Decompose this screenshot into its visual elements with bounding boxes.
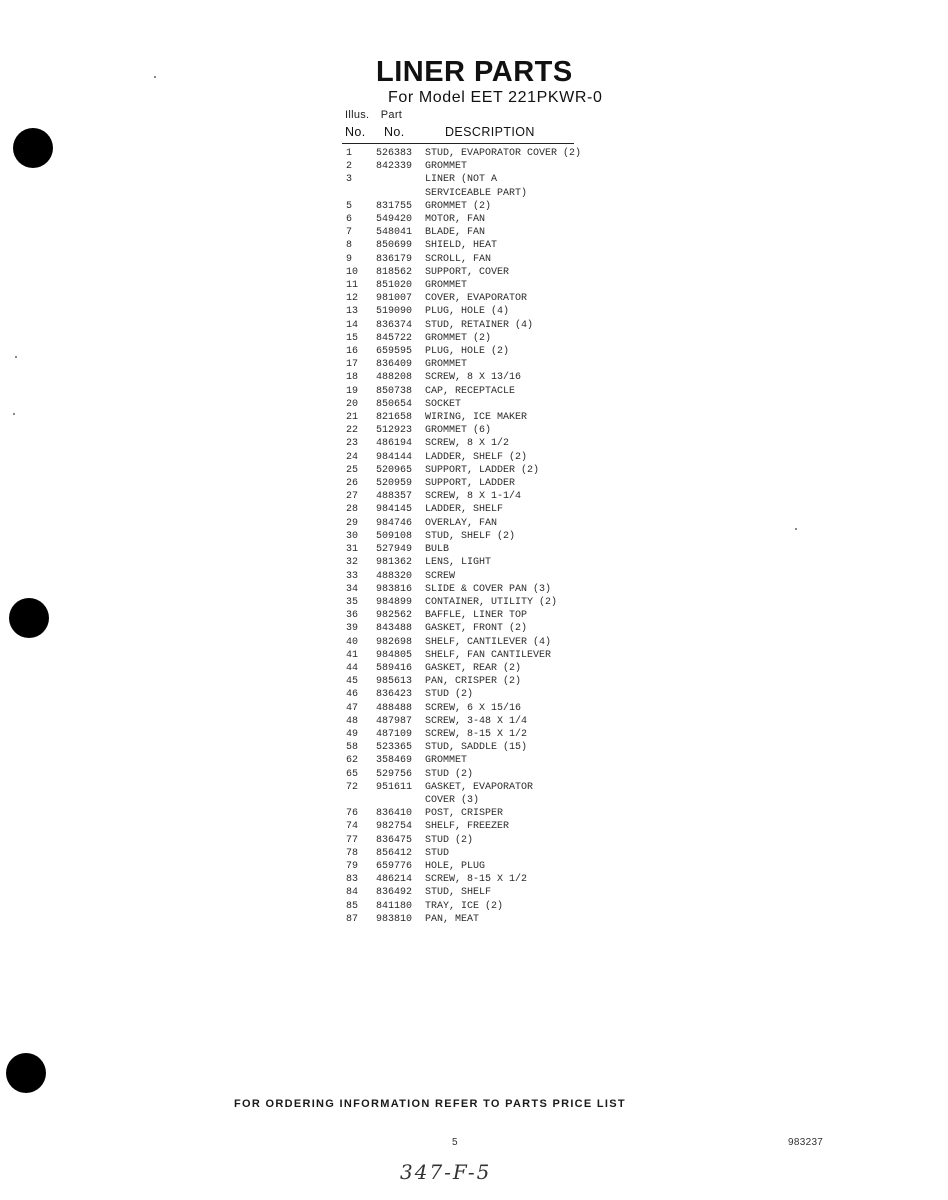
parts-row xyxy=(342,649,605,662)
column-header-top xyxy=(345,109,402,121)
illus-number: 49 xyxy=(346,728,359,740)
illus-number: 29 xyxy=(346,517,359,529)
parts-row xyxy=(342,371,605,384)
part-description: CAP, RECEPTACLE xyxy=(425,385,516,397)
part-number: 659776 xyxy=(376,860,413,872)
part-number: 836423 xyxy=(376,689,413,701)
parts-row xyxy=(342,622,605,635)
parts-row xyxy=(342,636,605,649)
illus-label: Illus. xyxy=(345,109,370,121)
illus-number: 15 xyxy=(346,332,359,344)
part-description: SCROLL, FAN xyxy=(425,253,492,265)
part-description: BULB xyxy=(425,544,450,556)
parts-row xyxy=(342,398,605,411)
illus-number: 48 xyxy=(346,715,359,727)
part-number: 984746 xyxy=(376,517,413,529)
part-number: 589416 xyxy=(376,662,413,674)
illus-number: 76 xyxy=(346,808,359,820)
illus-number: 1 xyxy=(346,148,353,159)
parts-list xyxy=(342,147,605,926)
part-number: 841180 xyxy=(376,900,413,912)
illus-number: 33 xyxy=(346,570,359,582)
parts-row xyxy=(342,305,605,318)
part-number: 488320 xyxy=(376,570,413,582)
part-description: GROMMET xyxy=(425,359,468,371)
parts-row xyxy=(342,702,605,715)
part-number: 488208 xyxy=(376,372,413,384)
part-description: GASKET, FRONT (2) xyxy=(425,623,528,635)
part-number xyxy=(376,173,425,186)
part-number: 984899 xyxy=(376,596,413,608)
part-description: GROMMET xyxy=(425,755,468,767)
illus-number: 22 xyxy=(346,425,359,437)
part-number: 358469 xyxy=(376,755,413,767)
parts-row xyxy=(342,860,605,873)
part-number: 520959 xyxy=(376,478,413,490)
parts-row xyxy=(342,662,605,675)
part-number: 981007 xyxy=(376,293,413,305)
part-description: SOCKET xyxy=(425,398,462,410)
part-number: 520965 xyxy=(376,464,413,476)
parts-row xyxy=(342,253,605,266)
part-description: STUD, SHELF xyxy=(425,887,492,899)
illus-number: 16 xyxy=(346,346,359,358)
parts-row xyxy=(342,768,605,781)
part-number: 851020 xyxy=(376,280,413,292)
illus-number: 40 xyxy=(346,636,359,648)
illus-number: 24 xyxy=(346,451,359,463)
part-description: PAN, CRISPER (2) xyxy=(425,676,522,688)
part-number: 488488 xyxy=(376,702,413,714)
part-description: STUD, SADDLE (15) xyxy=(425,742,528,754)
illus-number: 8 xyxy=(346,240,353,252)
parts-row xyxy=(342,834,605,847)
part-description: PAN, MEAT xyxy=(425,913,480,925)
illus-number: 46 xyxy=(346,689,359,701)
parts-row xyxy=(342,292,605,305)
part-number: 951611 xyxy=(376,781,413,793)
scan-speck xyxy=(154,76,156,78)
part-description: LINER (NOT A xyxy=(425,174,498,186)
illus-number: 6 xyxy=(346,214,353,226)
parts-row xyxy=(342,873,605,886)
parts-row xyxy=(342,490,605,503)
parts-row xyxy=(342,239,605,252)
illus-number: 79 xyxy=(346,860,359,872)
part-number: 983816 xyxy=(376,583,413,595)
part-description: POST, CRISPER xyxy=(425,808,504,820)
illus-number: 58 xyxy=(346,742,359,754)
illus-number: 11 xyxy=(346,280,359,292)
part-number: 850738 xyxy=(376,385,413,397)
illus-number: 84 xyxy=(346,887,359,899)
part-number: 983810 xyxy=(376,913,413,925)
parts-row xyxy=(342,556,605,569)
column-header-description: DESCRIPTION xyxy=(445,125,535,139)
part-description: GASKET, EVAPORATOR xyxy=(425,781,534,793)
part-description: STUD (2) xyxy=(425,689,474,701)
illus-number: 87 xyxy=(346,913,359,925)
illus-number: 34 xyxy=(346,583,359,595)
column-header-part-no: No. xyxy=(384,125,405,139)
part-number: 509108 xyxy=(376,530,413,542)
illus-number: 77 xyxy=(346,834,359,846)
part-description: MOTOR, FAN xyxy=(425,214,486,226)
part-description: GROMMET xyxy=(425,161,468,173)
illus-number: 32 xyxy=(346,557,359,569)
parts-row xyxy=(342,570,605,583)
parts-row xyxy=(342,886,605,899)
parts-row xyxy=(342,583,605,596)
part-number: 523365 xyxy=(376,742,413,754)
column-header-no: No. xyxy=(345,125,366,139)
parts-row xyxy=(342,385,605,398)
parts-row xyxy=(342,424,605,437)
part-number: 842339 xyxy=(376,161,413,173)
part-description: GASKET, REAR (2) xyxy=(425,662,522,674)
part-description: WIRING, ICE MAKER xyxy=(425,412,528,424)
parts-row xyxy=(342,358,605,371)
parts-row xyxy=(342,543,605,556)
part-number: 856412 xyxy=(376,847,413,859)
part-description: SHELF, FREEZER xyxy=(425,821,510,833)
part-number: 843488 xyxy=(376,623,413,635)
parts-row xyxy=(342,200,605,213)
illus-number: 78 xyxy=(346,847,359,859)
parts-row xyxy=(342,609,605,622)
part-description: SCREW, 8 X 13/16 xyxy=(425,372,522,384)
part-description: GROMMET (2) xyxy=(425,332,492,344)
illus-number: 74 xyxy=(346,821,359,833)
illus-number: 85 xyxy=(346,900,359,912)
parts-row xyxy=(342,503,605,516)
part-description: OVERLAY, FAN xyxy=(425,517,498,529)
illus-number: 41 xyxy=(346,649,359,661)
part-number: 836374 xyxy=(376,319,413,331)
illus-number: 44 xyxy=(346,662,359,674)
part-number: 487109 xyxy=(376,728,413,740)
illus-number: 65 xyxy=(346,768,359,780)
parts-row xyxy=(342,807,605,820)
part-number: 831755 xyxy=(376,200,413,212)
part-description: STUD (2) xyxy=(425,768,474,780)
illus-number: 2 xyxy=(346,161,353,173)
parts-row xyxy=(342,794,605,807)
parts-row xyxy=(342,345,605,358)
part-description: BLADE, FAN xyxy=(425,227,486,239)
part-number: 982562 xyxy=(376,610,413,622)
parts-row xyxy=(342,437,605,450)
parts-row xyxy=(342,411,605,424)
part-number: 529756 xyxy=(376,768,413,780)
part-description: STUD, EVAPORATOR COVER (2) xyxy=(425,148,582,159)
part-description: SERVICEABLE PART) xyxy=(425,187,528,199)
parts-row xyxy=(342,226,605,239)
part-description: CONTAINER, UTILITY (2) xyxy=(425,596,558,608)
parts-row xyxy=(342,279,605,292)
part-description: SHELF, FAN CANTILEVER xyxy=(425,649,552,661)
part-number: 486214 xyxy=(376,874,413,886)
parts-row xyxy=(342,319,605,332)
part-description: SUPPORT, LADDER xyxy=(425,478,516,490)
part-description: SCREW xyxy=(425,570,456,582)
part-number xyxy=(376,794,425,807)
part-description: PLUG, HOLE (2) xyxy=(425,346,510,358)
part-description: STUD, RETAINER (4) xyxy=(425,319,534,331)
illus-number: 7 xyxy=(346,227,353,239)
illus-number: 45 xyxy=(346,676,359,688)
part-number: 836409 xyxy=(376,359,413,371)
illus-number: 30 xyxy=(346,530,359,542)
part-description: SCREW, 8-15 X 1/2 xyxy=(425,728,528,740)
part-number: 845722 xyxy=(376,332,413,344)
illus-number: 25 xyxy=(346,464,359,476)
scan-speck xyxy=(15,356,17,358)
illus-number: 13 xyxy=(346,306,359,318)
document-code: 983237 xyxy=(788,1137,824,1148)
parts-row xyxy=(342,464,605,477)
part-number: 850699 xyxy=(376,240,413,252)
parts-row xyxy=(342,741,605,754)
illus-number: 47 xyxy=(346,702,359,714)
illus-number: 14 xyxy=(346,319,359,331)
part-number: 549420 xyxy=(376,214,413,226)
part-description: COVER (3) xyxy=(425,794,480,806)
part-description: STUD, SHELF (2) xyxy=(425,530,516,542)
illus-number: 72 xyxy=(346,781,359,793)
part-description: SCREW, 6 X 15/16 xyxy=(425,702,522,714)
part-description: SCREW, 8 X 1-1/4 xyxy=(425,491,522,503)
part-number: 836410 xyxy=(376,808,413,820)
part-description: PLUG, HOLE (4) xyxy=(425,306,510,318)
parts-row xyxy=(342,675,605,688)
illus-number: 18 xyxy=(346,372,359,384)
part-number: 821658 xyxy=(376,412,413,424)
illus-number: 3 xyxy=(346,174,353,186)
illus-number: 21 xyxy=(346,412,359,424)
part-number: 850654 xyxy=(376,398,413,410)
parts-row xyxy=(342,266,605,279)
parts-row xyxy=(342,160,605,173)
part-number: 488357 xyxy=(376,491,413,503)
parts-row xyxy=(342,147,605,160)
punch-hole-middle xyxy=(9,598,49,638)
illus-number: 27 xyxy=(346,491,359,503)
part-description: SCREW, 8-15 X 1/2 xyxy=(425,874,528,886)
part-number: 527949 xyxy=(376,544,413,556)
part-number: 836179 xyxy=(376,253,413,265)
illus-number: 23 xyxy=(346,438,359,450)
parts-row xyxy=(342,715,605,728)
illus-number: 36 xyxy=(346,610,359,622)
part-number: 548041 xyxy=(376,227,413,239)
parts-row xyxy=(342,688,605,701)
part-number: 836492 xyxy=(376,887,413,899)
illus-number: 28 xyxy=(346,504,359,516)
scan-speck xyxy=(795,528,797,530)
part-description: GROMMET (2) xyxy=(425,200,492,212)
illus-number: 83 xyxy=(346,874,359,886)
illus-number: 62 xyxy=(346,755,359,767)
part-description: COVER, EVAPORATOR xyxy=(425,293,528,305)
part-number: 982698 xyxy=(376,636,413,648)
parts-row xyxy=(342,332,605,345)
part-number: 984805 xyxy=(376,649,413,661)
punch-hole-bottom xyxy=(6,1053,46,1093)
parts-row xyxy=(342,517,605,530)
ordering-footer: FOR ORDERING INFORMATION REFER TO PARTS PRICE LIST xyxy=(234,1098,626,1110)
header-rule xyxy=(342,143,574,144)
part-number: 526383 xyxy=(376,148,413,159)
part-number: 984145 xyxy=(376,504,413,516)
part-description: SCREW, 3-48 X 1/4 xyxy=(425,715,528,727)
illus-number xyxy=(342,794,376,807)
parts-row xyxy=(342,530,605,543)
illus-number: 39 xyxy=(346,623,359,635)
illus-number: 5 xyxy=(346,200,353,212)
parts-row xyxy=(342,754,605,767)
parts-row xyxy=(342,728,605,741)
part-description: BAFFLE, LINER TOP xyxy=(425,610,528,622)
part-description: GROMMET xyxy=(425,280,468,292)
part-description: SUPPORT, LADDER (2) xyxy=(425,464,540,476)
parts-row xyxy=(342,820,605,833)
parts-row xyxy=(342,477,605,490)
part-description: LENS, LIGHT xyxy=(425,557,492,569)
part-description: SHELF, CANTILEVER (4) xyxy=(425,636,552,648)
illus-number: 26 xyxy=(346,478,359,490)
scan-speck xyxy=(13,413,15,415)
part-number: 985613 xyxy=(376,676,413,688)
illus-number: 19 xyxy=(346,385,359,397)
illus-number: 12 xyxy=(346,293,359,305)
part-number: 981362 xyxy=(376,557,413,569)
page-title: LINER PARTS xyxy=(376,56,573,88)
parts-row xyxy=(342,913,605,926)
parts-row xyxy=(342,213,605,226)
illus-number: 20 xyxy=(346,398,359,410)
part-description: SLIDE & COVER PAN (3) xyxy=(425,583,552,595)
illus-number: 31 xyxy=(346,544,359,556)
illus-number xyxy=(342,187,376,200)
part-description: SCREW, 8 X 1/2 xyxy=(425,438,510,450)
parts-row xyxy=(342,596,605,609)
part-number: 836475 xyxy=(376,834,413,846)
part-description: SHIELD, HEAT xyxy=(425,240,498,252)
part-description: LADDER, SHELF (2) xyxy=(425,451,528,463)
punch-hole-top xyxy=(13,128,53,168)
part-description: GROMMET (6) xyxy=(425,425,492,437)
page-number: 5 xyxy=(452,1137,458,1148)
part-description: SUPPORT, COVER xyxy=(425,266,510,278)
illus-number: 35 xyxy=(346,596,359,608)
part-description: STUD (2) xyxy=(425,834,474,846)
parts-row xyxy=(342,187,605,200)
part-description: TRAY, ICE (2) xyxy=(425,900,504,912)
part-description: HOLE, PLUG xyxy=(425,860,486,872)
part-number xyxy=(376,187,425,200)
parts-row xyxy=(342,900,605,913)
part-number: 818562 xyxy=(376,266,413,278)
illus-number: 9 xyxy=(346,253,353,265)
part-number: 486194 xyxy=(376,438,413,450)
part-number: 512923 xyxy=(376,425,413,437)
handwritten-note: 347-F-5 xyxy=(400,1160,492,1184)
part-number: 487987 xyxy=(376,715,413,727)
parts-row xyxy=(342,173,605,186)
parts-row xyxy=(342,847,605,860)
part-number: 982754 xyxy=(376,821,413,833)
parts-row xyxy=(342,781,605,794)
part-description: STUD xyxy=(425,847,450,859)
part-number: 519090 xyxy=(376,306,413,318)
part-label: Part xyxy=(380,109,403,121)
part-number: 984144 xyxy=(376,451,413,463)
model-subtitle: For Model EET 221PKWR-0 xyxy=(388,89,603,106)
illus-number: 17 xyxy=(346,359,359,371)
part-description: LADDER, SHELF xyxy=(425,504,504,516)
part-number: 659595 xyxy=(376,346,413,358)
illus-number: 10 xyxy=(346,266,359,278)
parts-row xyxy=(342,451,605,464)
